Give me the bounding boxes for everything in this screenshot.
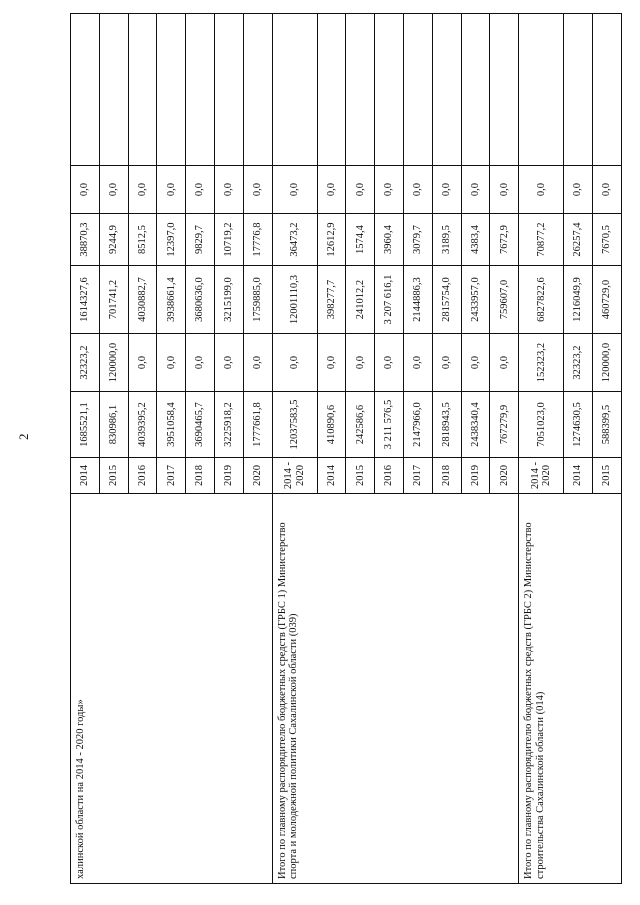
federal-cell: 0,0 [404, 334, 433, 392]
budget-table [70, 13, 622, 884]
other-cell: 0,0 [346, 166, 375, 214]
regional-cell: 460729,0 [593, 266, 622, 334]
group-title: Итого по главному распорядителю бюджетных средств (ГРБС 1) Министерство спорта и молодежной политики Сахалинской области (039) [272, 494, 519, 884]
other-cell: 0,0 [490, 166, 519, 214]
total-cell: 3690465,7 [186, 392, 215, 458]
total-cell: 830986,1 [99, 392, 128, 458]
empty-cell [490, 14, 519, 166]
regional-cell: 6827822,6 [519, 266, 564, 334]
federal-cell: 0,0 [243, 334, 272, 392]
group-title: Итого по главному распорядителю бюджетных средств (ГРБС 2) Министерство строительства Сахалинской области (014) [519, 494, 622, 884]
year-cell: 2014 [71, 458, 100, 494]
municipal-cell: 70877,2 [519, 214, 564, 266]
total-cell: 1274630,5 [564, 392, 593, 458]
federal-cell: 32323,2 [71, 334, 100, 392]
empty-cell [214, 14, 243, 166]
federal-cell: 0,0 [214, 334, 243, 392]
regional-cell: 2144886,3 [404, 266, 433, 334]
federal-cell: 120000,0 [99, 334, 128, 392]
regional-cell: 1614327,6 [71, 266, 100, 334]
federal-cell: 0,0 [375, 334, 404, 392]
federal-cell: 0,0 [272, 334, 317, 392]
empty-cell [128, 14, 157, 166]
other-cell: 0,0 [404, 166, 433, 214]
regional-cell: 1759885,0 [243, 266, 272, 334]
total-cell: 3951058,4 [157, 392, 186, 458]
empty-cell [243, 14, 272, 166]
year-cell: 2014 [317, 458, 346, 494]
other-cell: 0,0 [564, 166, 593, 214]
year-cell: 2014 - 2020 [519, 458, 564, 494]
rotated-sheet [70, 14, 622, 884]
municipal-cell: 9829,7 [186, 214, 215, 266]
budget-table-body [71, 14, 622, 884]
regional-cell: 12001110,3 [272, 266, 317, 334]
other-cell: 0,0 [432, 166, 461, 214]
other-cell: 0,0 [243, 166, 272, 214]
other-cell: 0,0 [317, 166, 346, 214]
year-cell: 2015 [593, 458, 622, 494]
page-number: 2 [16, 433, 31, 440]
rotated-table-wrapper [70, 14, 622, 884]
total-cell: 410890,6 [317, 392, 346, 458]
federal-cell: 0,0 [432, 334, 461, 392]
total-cell: 2818943,5 [432, 392, 461, 458]
total-cell: 3 211 576,5 [375, 392, 404, 458]
other-cell: 0,0 [186, 166, 215, 214]
other-cell: 0,0 [272, 166, 317, 214]
total-cell: 242586,6 [346, 392, 375, 458]
empty-cell [404, 14, 433, 166]
total-cell: 2147966,0 [404, 392, 433, 458]
total-cell: 767279,9 [490, 392, 519, 458]
empty-cell [432, 14, 461, 166]
other-cell: 0,0 [519, 166, 564, 214]
federal-cell: 0,0 [461, 334, 490, 392]
municipal-cell: 12397,0 [157, 214, 186, 266]
year-cell: 2020 [243, 458, 272, 494]
regional-cell: 1216049,9 [564, 266, 593, 334]
municipal-cell: 7670,5 [593, 214, 622, 266]
federal-cell: 0,0 [346, 334, 375, 392]
year-cell: 2016 [375, 458, 404, 494]
year-cell: 2018 [186, 458, 215, 494]
empty-cell [317, 14, 346, 166]
year-cell: 2016 [128, 458, 157, 494]
federal-cell: 0,0 [317, 334, 346, 392]
regional-cell: 241012,2 [346, 266, 375, 334]
year-cell: 2014 - 2020 [272, 458, 317, 494]
year-cell: 2014 [564, 458, 593, 494]
regional-cell: 3215199,0 [214, 266, 243, 334]
regional-cell: 398277,7 [317, 266, 346, 334]
empty-cell [375, 14, 404, 166]
empty-cell [272, 14, 317, 166]
municipal-cell: 17776,8 [243, 214, 272, 266]
total-cell: 1777661,8 [243, 392, 272, 458]
municipal-cell: 4383,4 [461, 214, 490, 266]
municipal-cell: 1574,4 [346, 214, 375, 266]
year-cell: 2015 [99, 458, 128, 494]
empty-cell [461, 14, 490, 166]
empty-cell [99, 14, 128, 166]
empty-cell [564, 14, 593, 166]
group-title: халинской области на 2014 - 2020 годы» [71, 494, 273, 884]
year-cell: 2018 [432, 458, 461, 494]
total-cell: 2438340,4 [461, 392, 490, 458]
municipal-cell: 26257,4 [564, 214, 593, 266]
empty-cell [71, 14, 100, 166]
year-cell: 2020 [490, 458, 519, 494]
other-cell: 0,0 [157, 166, 186, 214]
table-row [519, 14, 564, 884]
municipal-cell: 3960,4 [375, 214, 404, 266]
regional-cell: 759607,0 [490, 266, 519, 334]
municipal-cell: 3189,5 [432, 214, 461, 266]
year-cell: 2019 [461, 458, 490, 494]
municipal-cell: 12612,9 [317, 214, 346, 266]
empty-cell [157, 14, 186, 166]
other-cell: 0,0 [99, 166, 128, 214]
other-cell: 0,0 [461, 166, 490, 214]
empty-cell [593, 14, 622, 166]
empty-cell [519, 14, 564, 166]
municipal-cell: 10719,2 [214, 214, 243, 266]
total-cell: 588399,5 [593, 392, 622, 458]
total-cell: 7051023,0 [519, 392, 564, 458]
federal-cell: 32323,2 [564, 334, 593, 392]
empty-cell [186, 14, 215, 166]
empty-cell [346, 14, 375, 166]
year-cell: 2019 [214, 458, 243, 494]
federal-cell: 152323,2 [519, 334, 564, 392]
regional-cell: 3680636,0 [186, 266, 215, 334]
regional-cell: 4030882,7 [128, 266, 157, 334]
municipal-cell: 38870,3 [71, 214, 100, 266]
table-row [272, 14, 317, 884]
total-cell: 12037583,5 [272, 392, 317, 458]
regional-cell: 2433957,0 [461, 266, 490, 334]
municipal-cell: 8512,5 [128, 214, 157, 266]
other-cell: 0,0 [593, 166, 622, 214]
total-cell: 1685521,1 [71, 392, 100, 458]
total-cell: 3225918,2 [214, 392, 243, 458]
municipal-cell: 9244,9 [99, 214, 128, 266]
year-cell: 2015 [346, 458, 375, 494]
federal-cell: 0,0 [490, 334, 519, 392]
federal-cell: 0,0 [128, 334, 157, 392]
federal-cell: 120000,0 [593, 334, 622, 392]
municipal-cell: 7672,9 [490, 214, 519, 266]
municipal-cell: 36473,2 [272, 214, 317, 266]
year-cell: 2017 [404, 458, 433, 494]
regional-cell: 3 207 616,1 [375, 266, 404, 334]
other-cell: 0,0 [375, 166, 404, 214]
municipal-cell: 3079,7 [404, 214, 433, 266]
table-row [71, 14, 100, 884]
regional-cell: 3938661,4 [157, 266, 186, 334]
year-cell: 2017 [157, 458, 186, 494]
federal-cell: 0,0 [157, 334, 186, 392]
federal-cell: 0,0 [186, 334, 215, 392]
regional-cell: 2815754,0 [432, 266, 461, 334]
other-cell: 0,0 [128, 166, 157, 214]
other-cell: 0,0 [214, 166, 243, 214]
other-cell: 0,0 [71, 166, 100, 214]
regional-cell: 701741,2 [99, 266, 128, 334]
total-cell: 4039395,2 [128, 392, 157, 458]
